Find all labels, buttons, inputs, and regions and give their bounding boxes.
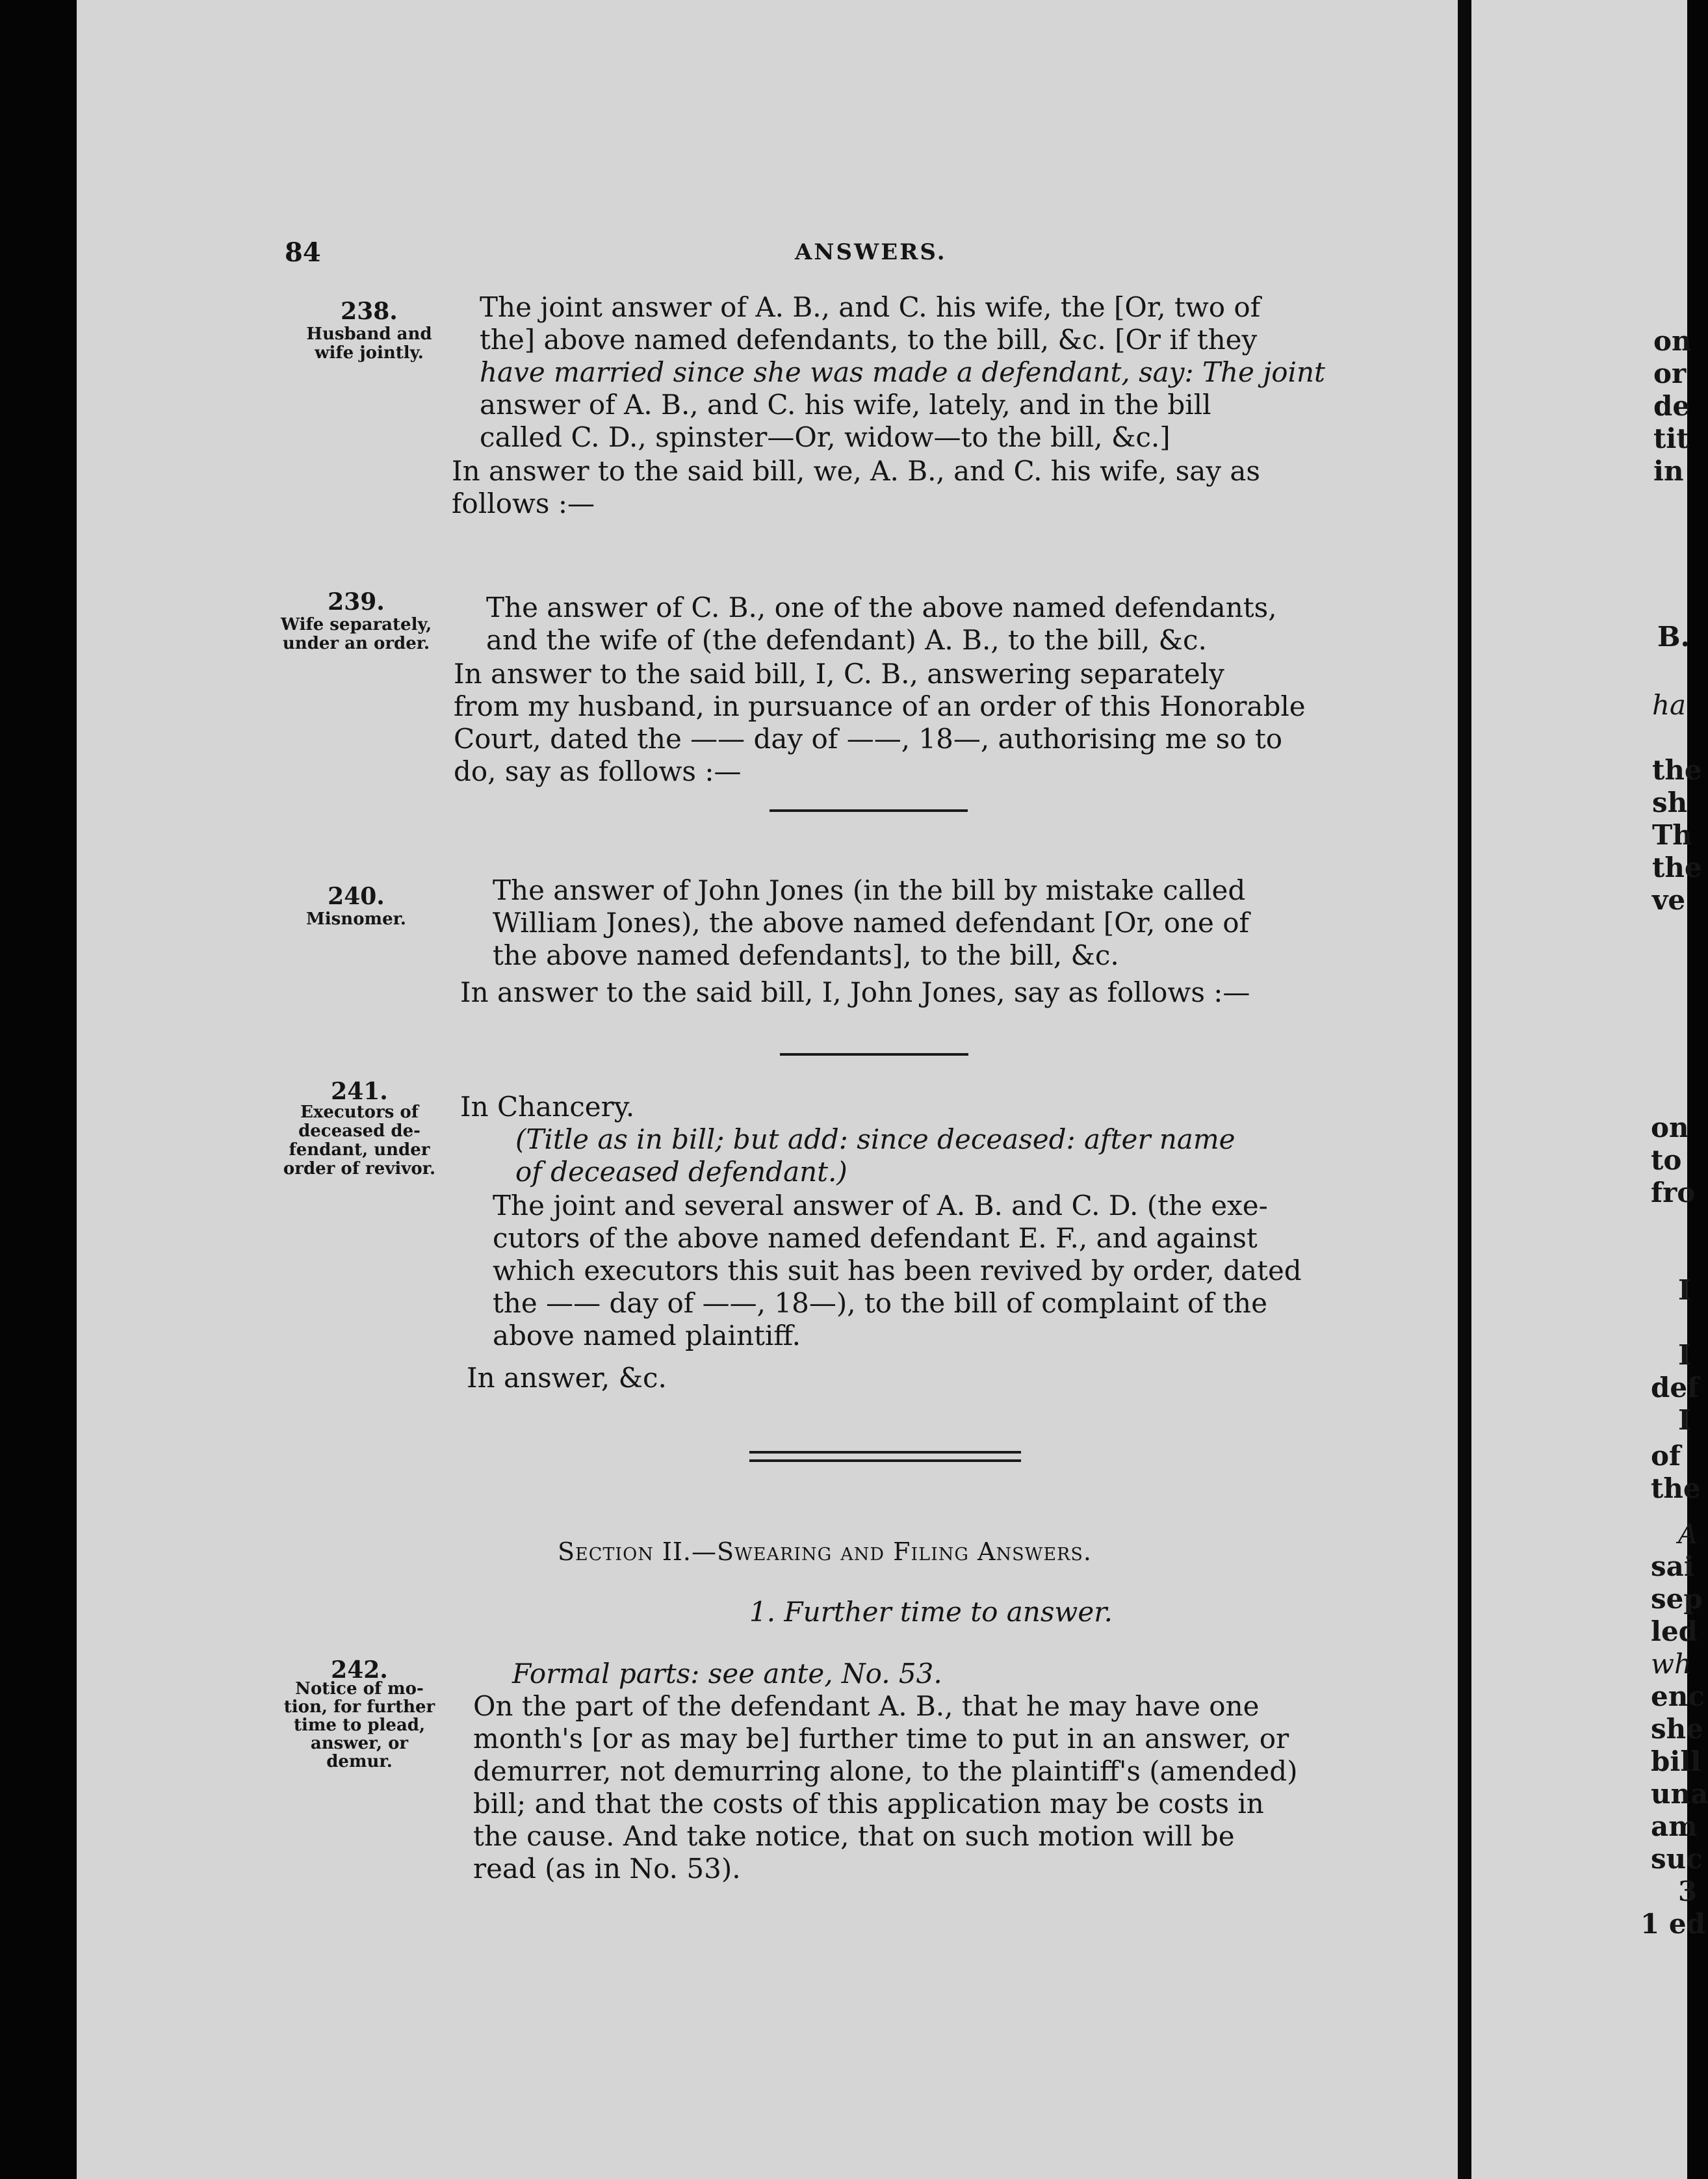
entry-line: and the wife of (the defendant) A. B., to the bill, &c. [486, 624, 1207, 656]
entry-line: On the part of the defendant A. B., that he may have one [473, 1690, 1260, 1722]
right-fragment: 3 [1678, 1875, 1698, 1907]
right-fragment: the [1652, 852, 1702, 883]
margin-note: Notice of mo- [295, 1679, 424, 1699]
right-page-edge [1471, 0, 1708, 2179]
entry-line: month's [or as may be] further time to put in an answer, or [473, 1723, 1289, 1755]
entry-line: (Title as in bill; but add: since deceased: after name [515, 1123, 1236, 1155]
entry-line: The joint and several answer of A. B. and C. D. (the exe- [493, 1190, 1268, 1221]
margin-note: Husband and [306, 324, 432, 344]
section-subheading: 1. Further time to answer. [749, 1596, 1113, 1628]
right-fragment: A [1678, 1518, 1698, 1550]
right-fragment: I [1678, 1274, 1691, 1306]
entry-line: the] above named defendants, to the bill, &c. [Or if they [480, 324, 1258, 356]
entry-line: answer of A. B., and C. his wife, lately, and in the bill [480, 389, 1211, 421]
entry-number: 241. [331, 1078, 388, 1105]
right-fragment: am [1651, 1810, 1698, 1842]
right-fragment: to [1651, 1144, 1682, 1176]
margin-note: tion, for further [283, 1697, 435, 1717]
right-fragment: ve [1652, 884, 1686, 916]
entry-line: demurrer, not demurring alone, to the plaintiff's (amended) [473, 1755, 1298, 1787]
entry-line: do, say as follows :— [454, 755, 742, 787]
entry-number: 240. [328, 883, 385, 910]
entry-number: 238. [341, 298, 398, 325]
entry-line: In answer to the said bill, we, A. B., and C. his wife, say as [452, 455, 1260, 487]
right-fragment: Th [1652, 819, 1692, 851]
margin-note: answer, or [310, 1734, 409, 1753]
right-fragment: led [1651, 1615, 1698, 1647]
entry-line: The answer of C. B., one of the above named defendants, [486, 592, 1277, 623]
entry-line: the —— day of ——, 18—), to the bill of complaint of the [493, 1287, 1267, 1319]
right-fragment: tit [1653, 423, 1689, 454]
entry-line: In answer to the said bill, I, C. B., answering separately [454, 658, 1224, 690]
left-page [77, 0, 1458, 2179]
right-fragment: bill [1651, 1745, 1702, 1777]
margin-note: Executors of [300, 1103, 419, 1122]
right-fragment: fro [1651, 1177, 1696, 1208]
right-fragment: B. [1657, 621, 1690, 653]
entry-line: cutors of the above named defendant E. F., and against [493, 1222, 1258, 1254]
right-fragment: suc [1651, 1843, 1703, 1875]
margin-note: time to plead, [293, 1716, 426, 1735]
entry-number: 242. [331, 1656, 388, 1684]
entry-line: William Jones), the above named defendant [Or, one of [493, 907, 1250, 939]
margin-note: demur. [326, 1752, 393, 1771]
right-fragment: enc [1651, 1680, 1705, 1712]
entry-line: of deceased defendant.) [515, 1156, 848, 1188]
entry-line: The answer of John Jones (in the bill by mistake called [493, 874, 1246, 906]
right-fragment: ha [1652, 689, 1687, 721]
divider-rule [780, 1053, 968, 1056]
right-fragment: of [1651, 1440, 1681, 1472]
right-fragment: I [1678, 1339, 1691, 1371]
right-fragment: de [1653, 390, 1690, 422]
running-title: ANSWERS. [795, 239, 947, 265]
entry-number: 239. [328, 588, 385, 616]
right-fragment: in [1653, 455, 1684, 487]
double-rule-top [749, 1451, 1021, 1454]
entry-line: The joint answer of A. B., and C. his wife, the [Or, two of [480, 291, 1261, 323]
right-fragment: def [1651, 1372, 1700, 1403]
right-fragment: wh [1651, 1648, 1692, 1680]
entry-line: which executors this suit has been revived by order, dated [493, 1255, 1302, 1286]
right-fragment: she [1651, 1713, 1703, 1745]
right-fragment: sai [1651, 1550, 1694, 1582]
page-gutter [1458, 0, 1471, 2179]
right-fragment: the [1652, 754, 1702, 786]
right-fragment: sep [1651, 1583, 1703, 1615]
entry-line: called C. D., spinster—Or, widow—to the bill, &c.] [480, 421, 1171, 453]
entry-line: In Chancery. [460, 1091, 635, 1123]
right-fragment: or [1653, 358, 1687, 389]
margin-note: deceased de- [298, 1121, 421, 1141]
entry-line: Court, dated the —— day of ——, 18—, authorising me so to [454, 723, 1283, 755]
right-fragment: on [1651, 1112, 1689, 1143]
margin-note: fendant, under [289, 1140, 430, 1160]
right-fragment: I [1678, 1404, 1691, 1436]
margin-note: Wife separately, [280, 615, 432, 634]
right-fragment: the [1651, 1472, 1701, 1504]
margin-note: under an order. [282, 634, 430, 653]
entry-line: read (as in No. 53). [473, 1853, 741, 1885]
entry-line: In answer to the said bill, I, John Jones, say as follows :— [460, 976, 1250, 1008]
entry-line: In answer, &c. [467, 1362, 667, 1394]
divider-rule [770, 809, 968, 812]
right-fragment: una [1651, 1778, 1708, 1810]
page-number: 84 [285, 237, 321, 268]
right-fragment: 1 ed [1640, 1908, 1705, 1940]
entry-line: follows :— [452, 488, 595, 519]
section-heading: Section II.—Swearing and Filing Answers. [558, 1537, 1092, 1566]
entry-line: bill; and that the costs of this application may be costs in [473, 1788, 1264, 1820]
double-rule-bottom [749, 1459, 1021, 1462]
margin-note: Misnomer. [306, 909, 406, 929]
entry-line: have married since she was made a defendant, say: The joint [480, 356, 1325, 388]
margin-note: order of revivor. [283, 1159, 436, 1179]
entry-line: above named plaintiff. [493, 1320, 801, 1351]
entry-line: from my husband, in pursuance of an order of this Honorable [454, 690, 1306, 722]
entry-line: the cause. And take notice, that on such motion will be [473, 1820, 1235, 1852]
right-fragment: sh [1652, 787, 1688, 818]
right-fragment: on [1653, 325, 1692, 357]
margin-note: wife jointly. [315, 343, 424, 363]
entry-line: the above named defendants], to the bill, &c. [493, 939, 1119, 971]
entry-line: Formal parts: see ante, No. 53. [512, 1658, 942, 1690]
